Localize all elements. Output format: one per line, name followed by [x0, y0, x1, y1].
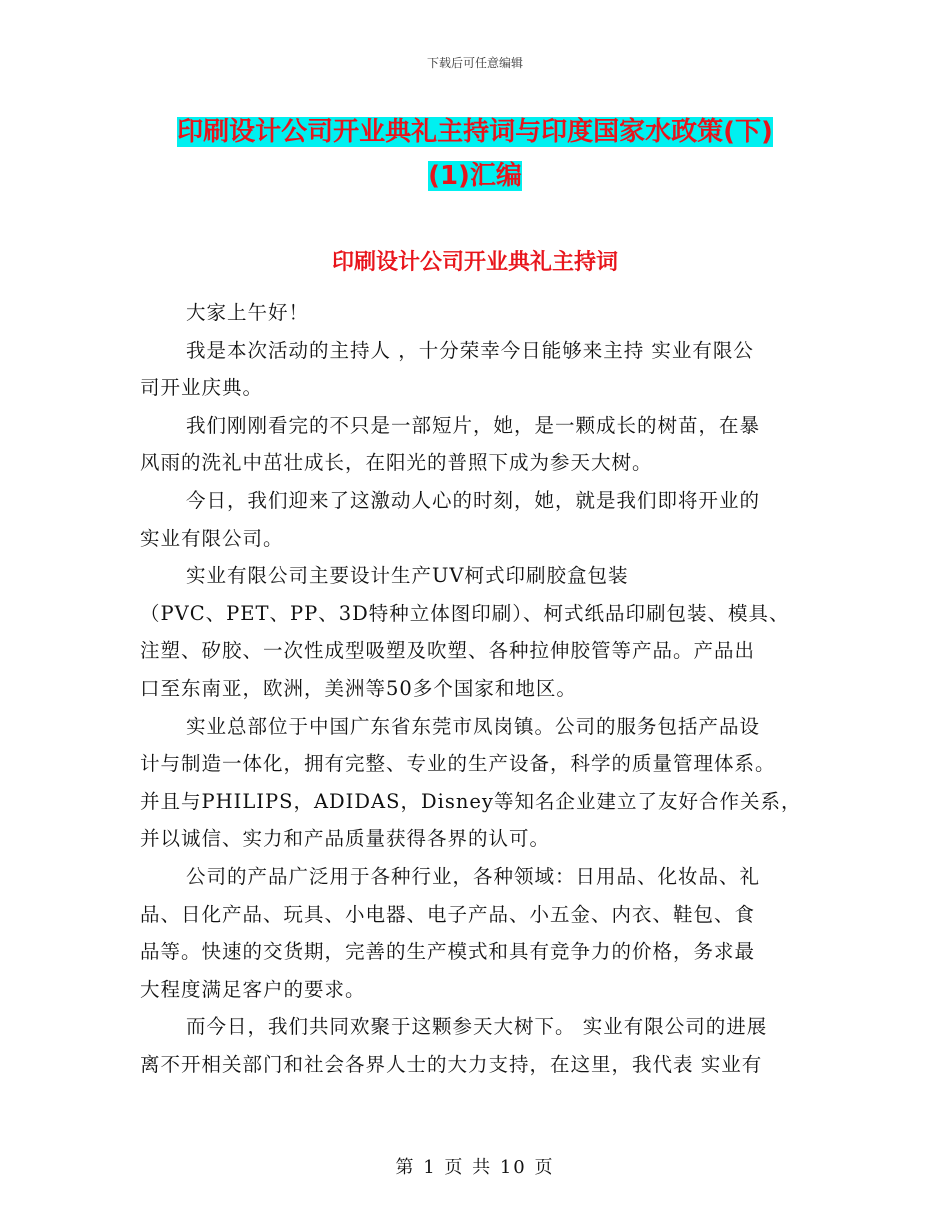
paragraph-line: 公司的产品广泛用于各种行业，各种领域：日用品、化妆品、礼: [186, 864, 761, 888]
paragraph-line: 离不开相关部门和社会各界人士的大力支持，在这里，我代表 实业有: [140, 1052, 763, 1076]
paragraph-line: 我们刚刚看完的不只是一部短片，她，是一颗成长的树苗，在暴: [186, 413, 761, 437]
body-text: [140, 294, 810, 1083]
section-title: 印刷设计公司开业典礼主持词: [331, 250, 618, 275]
paragraph-line: （PVC、PET、PP、3D特种立体图印刷）、柯式纸品印刷包装、模具、: [140, 601, 790, 625]
paragraph-line: 司开业庆典。: [140, 376, 264, 400]
paragraph-line: 实业有限公司。: [140, 526, 284, 550]
paragraph-line: 并且与PHILIPS，ADIDAS，Disney等知名企业建立了友好合作关系，: [140, 789, 802, 813]
paragraph-line: 品、日化产品、玩具、小电器、电子产品、小五金、内衣、鞋包、食: [140, 902, 756, 926]
paragraph-line: 我是本次活动的主持人 ，十分荣幸今日能够来主持 实业有限公: [186, 338, 754, 362]
paragraph-line: 实业有限公司主要设计生产UV柯式印刷胶盒包装: [186, 564, 629, 588]
paragraph-line: 今日，我们迎来了这激动人心的时刻，她，就是我们即将开业的: [186, 488, 761, 512]
document-title-line2: (1)汇编: [428, 161, 522, 191]
paragraph-line: 风雨的洗礼中茁壮成长，在阳光的普照下成为参天大树。: [140, 451, 653, 475]
document-title-line1: 印刷设计公司开业典礼主持词与印度国家水政策(下): [177, 117, 773, 147]
paragraph-line: 实业总部位于中国广东省东莞市凤岗镇。公司的服务包括产品设: [186, 714, 761, 738]
document-title: [140, 110, 810, 198]
paragraph-line: 并以诚信、实力和产品质量获得各界的认可。: [140, 827, 551, 851]
paragraph-line: 大程度满足客户的要求。: [140, 977, 366, 1001]
paragraph-line: 口至东南亚，欧洲，美洲等50多个国家和地区。: [140, 676, 577, 700]
page-footer: 第 1 页 共 10 页: [395, 1157, 555, 1178]
paragraph-line: 注塑、矽胶、一次性成型吸塑及吹塑、各种拉伸胶管等产品。产品出: [140, 639, 756, 663]
paragraph-line: 而今日，我们共同欢聚于这颗参天大树下。 实业有限公司的进展: [186, 1015, 768, 1039]
paragraph-line: 计与制造一体化，拥有完整、专业的生产设备，科学的质量管理体系。: [140, 752, 776, 776]
paragraph-line: 大家上午好！: [186, 301, 310, 324]
header-note: 下载后可任意编辑: [426, 56, 523, 70]
paragraph-line: 品等。快速的交货期，完善的生产模式和具有竞争力的价格，务求最: [140, 940, 756, 964]
